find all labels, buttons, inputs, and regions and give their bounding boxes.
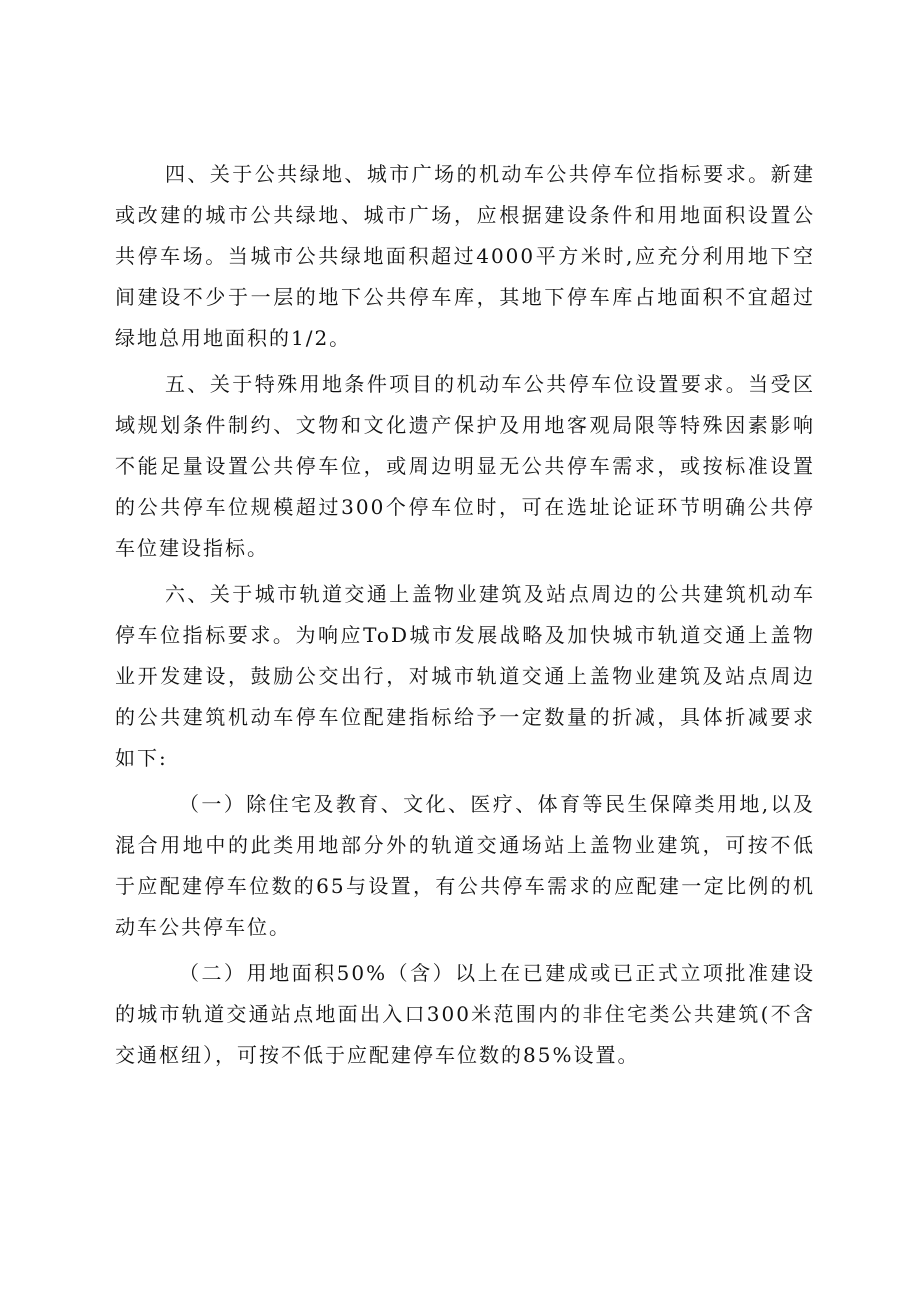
paragraph-section-6: 六、关于城市轨道交通上盖物业建筑及站点周边的公共建筑机动车停车位指标要求。为响应ToD城市发展战略及加快城市轨道交通上盖物业开发建设，鼓励公交出行，对城市轨道交通上盖物业建筑及站点周边的公共建筑机动车停车位配建指标给予一定数量的折减，具体折减要求如下: <box>115 582 815 770</box>
document-body <box>115 154 815 1076</box>
paragraph-section-5: 五、关于特殊用地条件项目的机动车公共停车位设置要求。当受区域规划条件制约、文物和文化遗产保护及用地客观局限等特殊因素影响不能足量设置公共停车位，或周边明显无公共停车需求，或按标准设置的公共停车位规模超过300个停车位时，可在选址论证环节明确公共停车位建设指标。 <box>115 372 815 560</box>
paragraph-subitem-1: （一）除住宅及教育、文化、医疗、体育等民生保障类用地,以及混合用地中的此类用地部分外的轨道交通场站上盖物业建筑，可按不低于应配建停车位数的65与设置，有公共停车需求的应配建一定比例的机动车公共停车位。 <box>115 792 815 939</box>
paragraph-section-4: 四、关于公共绿地、城市广场的机动车公共停车位指标要求。新建或改建的城市公共绿地、城市广场，应根据建设条件和用地面积设置公共停车场。当城市公共绿地面积超过4000平方米时,应充分利用地下空间建设不少于一层的地下公共停车库，其地下停车库占地面积不宜超过绿地总用地面积的1/2。 <box>115 162 815 350</box>
paragraph-subitem-2: （二）用地面积50%（含）以上在已建成或已正式立项批准建设的城市轨道交通站点地面出入口300米范围内的非住宅类公共建筑(不含交通枢纽），可按不低于应配建停车位数的85%设置。 <box>115 961 815 1067</box>
